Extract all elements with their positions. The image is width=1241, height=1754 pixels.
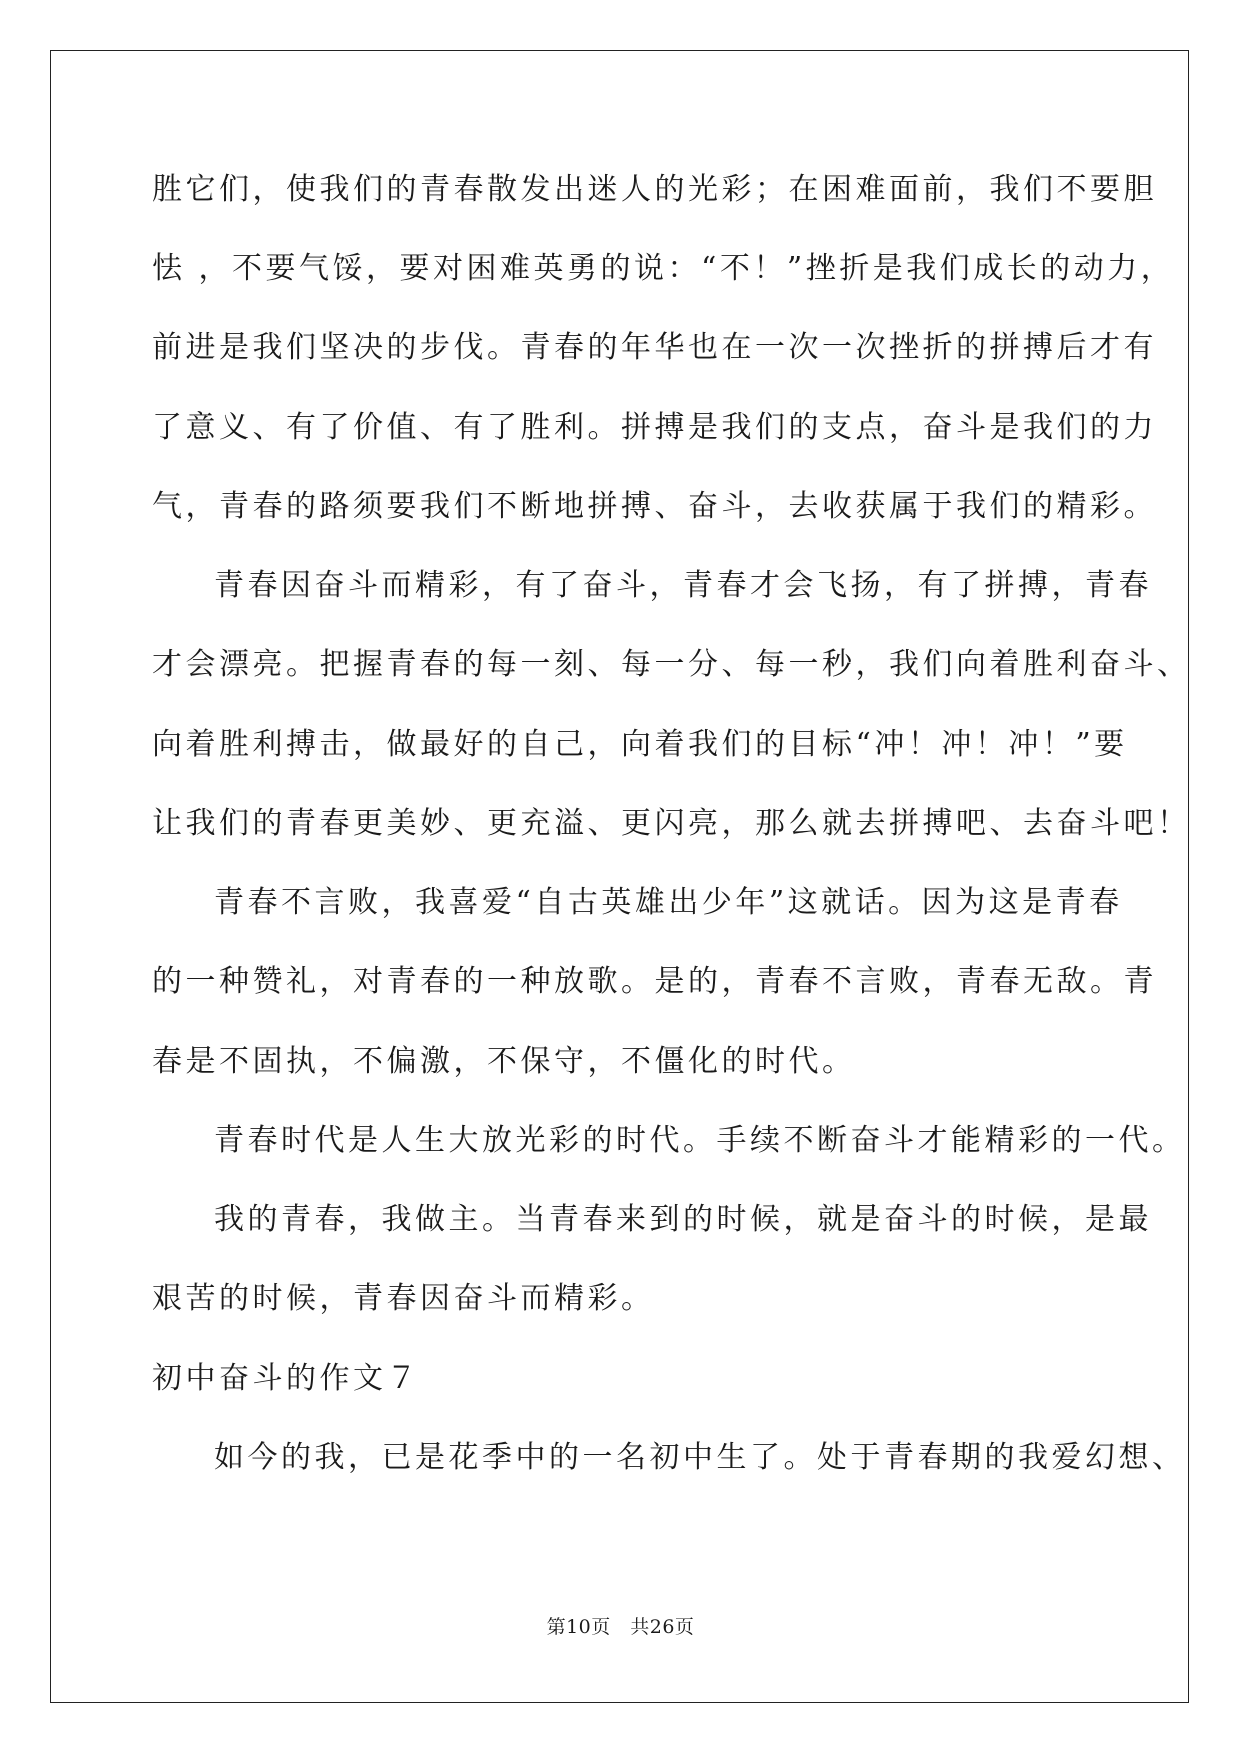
body-text-line: 让我们的青春更美妙、更充溢、更闪亮，那么就去拼搏吧、去奋斗吧！: [152, 806, 1191, 841]
paragraph-first-line: 青春时代是人生大放光彩的时代。手续不断奋斗才能精彩的一代。: [214, 1123, 1186, 1158]
paragraph-first-line: 我的青春，我做主。当青春来到的时候，就是奋斗的时候，是最: [214, 1202, 1152, 1237]
body-text-line: 艰苦的时候，青春因奋斗而精彩。: [152, 1281, 655, 1316]
body-text-line: 向着胜利搏击，做最好的自己，向着我们的目标“冲！冲！冲！”要: [152, 727, 1128, 762]
body-text-line: 的一种赞礼，对青春的一种放歌。是的，青春不言败，青春无敌。青: [152, 964, 1157, 999]
page-number-footer: 第10页 共26页: [546, 1616, 695, 1638]
paragraph-first-line: 青春因奋斗而精彩，有了奋斗，青春才会飞扬，有了拼搏，青春: [214, 568, 1152, 603]
paragraph-first-line: 如今的我，已是花季中的一名初中生了。处于青春期的我爱幻想、: [214, 1440, 1186, 1475]
body-text-line: 了意义、有了价值、有了胜利。拼搏是我们的支点，奋斗是我们的力: [152, 410, 1157, 445]
section-heading: 初中奋斗的作文７: [152, 1361, 420, 1396]
body-text-line: 才会漂亮。把握青春的每一刻、每一分、每一秒，我们向着胜利奋斗、: [152, 647, 1191, 682]
body-text-line: 胜它们，使我们的青春散发出迷人的光彩；在困难面前，我们不要胆: [152, 172, 1157, 207]
paragraph-first-line: 青春不言败，我喜爱“自古英雄出少年”这就话。因为这是青春: [214, 885, 1123, 920]
body-text-line: 怯 ，不要气馁，要对困难英勇的说：“不！”挫折是我们成长的动力，: [152, 251, 1175, 286]
body-text-line: 春是不固执，不偏激，不保守，不僵化的时代。: [152, 1044, 856, 1079]
body-text-line: 气，青春的路须要我们不断地拼搏、奋斗，去收获属于我们的精彩。: [152, 489, 1157, 524]
body-text-line: 前进是我们坚决的步伐。青春的年华也在一次一次挫折的拼搏后才有: [152, 330, 1157, 365]
